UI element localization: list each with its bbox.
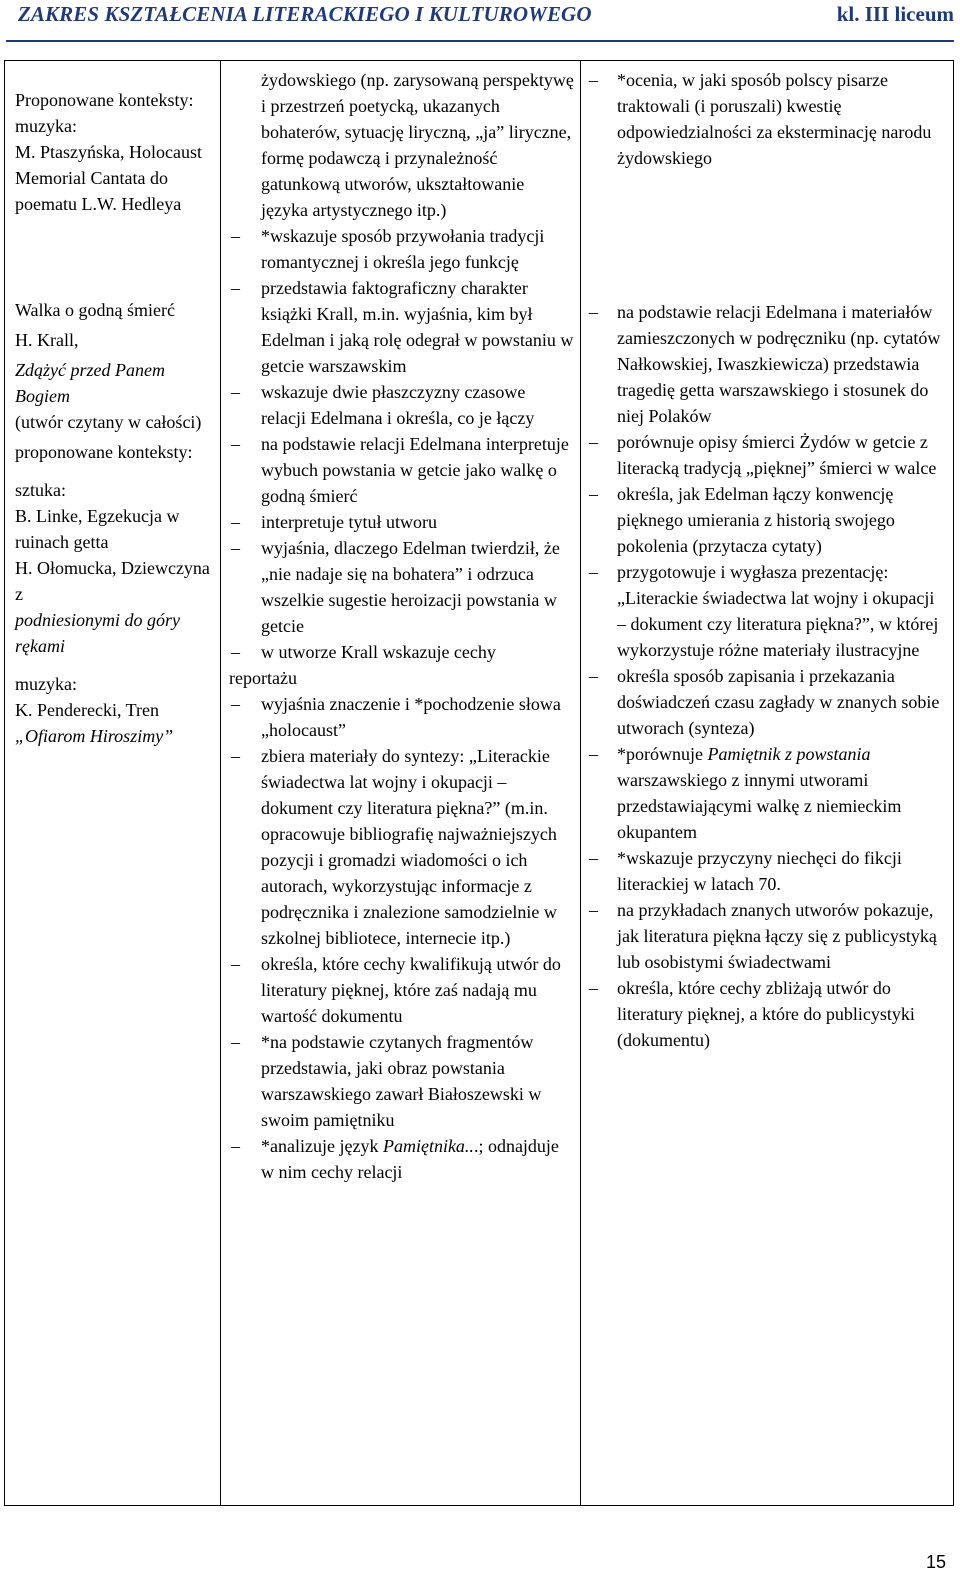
context-item: H. Ołomucka, Dziewczyna z [15,558,210,604]
list-item-continuation: reportażu [229,668,297,688]
list-item: – interpretuje tytuł utworu [229,509,574,535]
list-item: – określa, które cechy kwalifikują utwór do literatury pięknej, które zaś nadają mu wartość dokumentu [229,951,574,1029]
context-item-title: podniesionymi do góry rękami [15,610,180,656]
column-divider-1 [220,61,221,1505]
list-item-text: *analizuje język [261,1136,383,1156]
document-header-class: kl. III liceum [836,2,954,26]
art-label: sztuka: [15,480,66,500]
context-item: K. Penderecki, Tren [15,700,159,720]
list-item: – na przykładach znanych utworów pokazuje, jak literatura piękna łączy się z publicystyką lub osobistymi świadectwami [587,897,947,975]
column-divider-2 [580,61,581,1505]
list-item-text: .; odnajduje w nim cechy relacji [261,1136,559,1182]
list-item-text: *porównuje [617,744,708,764]
list-item: – porównuje opisy śmierci Żydów w getcie z literacką tradycją „pięknej” śmierci w walce [587,429,947,481]
list-item: – określa, jak Edelman łączy konwencję pięknego umierania z historią swojego pokolenia (przytacza cytaty) [587,481,947,559]
topic-column [15,87,215,749]
continued-text: żydowskiego (np. zarysowaną perspektywę i przestrzeń poetycką, ukazanych bohaterów, sytuację liryczną, „ja” liryczne, formę podawczą i przynależność gatunkową utworów, ukształtowanie języka artystycznego itp.) [261,70,574,220]
list-item: – *na podstawie czytanych fragmentów przedstawia, jaki obraz powstania warszawskiego zawarł Białoszewski w swoim pamiętniku [229,1029,574,1133]
list-item: – *ocenia, w jaki sposób polscy pisarze traktowali (i poruszali) kwestię odpowiedzialności za eksterminację narodu żydowskiego [587,67,947,171]
list-item: – wskazuje dwie płaszczyzny czasowe relacji Edelmana i określa, co je łączy [229,379,574,431]
work-title: Zdążyć przed Panem Bogiem [15,360,165,406]
page-number: 15 [925,1552,946,1572]
work-title: Pamiętnika.. [382,1136,474,1156]
work-title: Pamiętnik z powstania [707,744,871,764]
requirements-basic-column [229,67,574,1185]
context-item: B. Linke, Egzekucja w ruinach getta [15,506,180,552]
author-name: H. Krall, [15,330,79,350]
list-item: – wyjaśnia znaczenie i *pochodzenie słowa „holocaust” [229,691,574,743]
list-item: – *wskazuje sposób przywołania tradycji romantycznej i określa jego funkcję [229,223,574,275]
list-item [587,741,947,845]
topic-title: Walka o godną śmierć [15,300,175,320]
list-item-text: warszawskiego z innymi utworami przedstawiającymi walkę z niemieckim okupantem [617,770,902,842]
requirements-extended-column [587,67,947,1053]
contexts-heading: proponowane konteksty: [15,442,193,462]
list-item: – w utworze Krall wskazuje cechy [229,639,574,665]
list-item: – określa, które cechy zbliżają utwór do literatury pięknej, a które do publicystyki (dokumentu) [587,975,947,1053]
music-label: muzyka: [15,674,77,694]
curriculum-table [4,60,954,1506]
list-item: – wyjaśnia, dlaczego Edelman twierdził, że „nie nadaje się na bohatera” i odrzuca wszelkie sugestie heroizacji powstania w getcie [229,535,574,639]
list-item: – określa sposób zapisania i przekazania doświadczeń czasu zagłady w znanych sobie utworach (synteza) [587,663,947,741]
list-item: – zbiera materiały do syntezy: „Literackie świadectwa lat wojny i okupacji – dokument czy literatura piękna?” (m.in. opracowuje bibliografię najważniejszych pozycji i gromadzi wiadomości o ich autorach, wykorzystując informacje z podręcznika i znalezione samodzielnie w szkolnej bibliotece, internecie itp.) [229,743,574,951]
list-item [229,1133,574,1185]
list-item: – *wskazuje przyczyny niechęci do fikcji literackiej w latach 70. [587,845,947,897]
contexts-heading: Proponowane konteksty: [15,90,194,110]
work-note: (utwór czytany w całości) [15,412,202,432]
list-item: – na podstawie relacji Edelmana interpretuje wybuch powstania w getcie jako walkę o godną śmierć [229,431,574,509]
context-item: M. Ptaszyńska, Holocaust Memorial Cantata do poematu L.W. Hedleya [15,142,202,214]
list-item: – na podstawie relacji Edelmana i materiałów zamieszczonych w podręczniku (np. cytatów Nałkowskiej, Iwaszkiewicza) przedstawia tragedię getta warszawskiego i stosunek do niej Polaków [587,299,947,429]
music-label: muzyka: [15,116,77,136]
document-header-title: ZAKRES KSZTAŁCENIA LITERACKIEGO I KULTUROWEGO [18,2,592,26]
context-item-title: „Ofiarom Hiroszimy” [15,726,174,746]
header-divider [6,40,954,42]
list-item: – przygotowuje i wygłasza prezentację: „Literackie świadectwa lat wojny i okupacji – dokument czy literatura piękna?”, w której wykorzystuje różne materiały ilustracyjne [587,559,947,663]
list-item: – przedstawia faktograficzny charakter książki Krall, m.in. wyjaśnia, kim był Edelman i jaką rolę odegrał w powstaniu w getcie warszawskim [229,275,574,379]
